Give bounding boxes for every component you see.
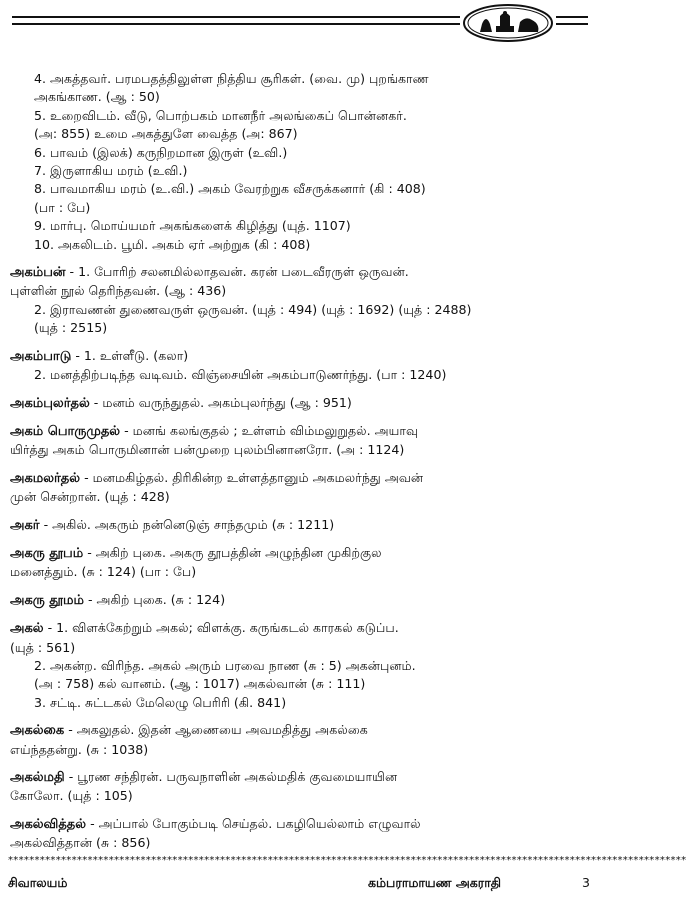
- entry-definition: - மனங் கலங்குதல் ; உள்ளம் விம்மலுறுதல். அயாவு: [124, 422, 419, 438]
- entry-definition: - மனமகிழ்தல். திரிகின்ற உள்ளத்தானும் அகமலர்ந்து அவன்: [84, 469, 424, 485]
- entry-sub-sense: 2. மனத்திற்படிந்த வடிவம். விஞ்சையின் அகம்பாடுணர்ந்து. (பா : 1240): [34, 367, 447, 383]
- entry-headword: அகம் பொருமுதல்: [10, 423, 121, 439]
- dictionary-entry: [10, 263, 590, 338]
- entry-definition: - அகிற் புகை. (சு : 124): [87, 591, 226, 607]
- entry-definition: - அகலுதல். இதன் ஆணையை அவமதித்து அகல்கை: [68, 722, 368, 738]
- entry-definition: - 1. போரிற் சலனமில்லாதவன். கரன் படைவீரருள் ஒருவன்.: [69, 264, 409, 280]
- dictionary-entry: [10, 516, 590, 535]
- entry-headword: அகல்கை: [10, 723, 65, 739]
- continuation-line: (பா : பே): [34, 199, 91, 215]
- entry-headword: அகம்பாடு: [10, 348, 72, 364]
- continuation-line: அகங்காண. (ஆ : 50): [34, 89, 160, 105]
- entry-headword: அகம்புலர்தல்: [10, 395, 90, 411]
- entry-definition-continued: எய்ந்ததன்று. (சு : 1038): [10, 741, 149, 757]
- entry-headword: அகர்: [10, 517, 40, 533]
- entry-headword: அகல்வித்தல்: [10, 816, 87, 832]
- entry-sub-sense: 2. இராவணன் துணைவருள் ஒருவன். (யுத் : 494) (யுத் : 1692) (யுத் : 2488): [34, 301, 472, 317]
- footer-publisher: சிவாலயம்: [8, 875, 68, 890]
- entry-sub-sense: 2. அகன்ற. விரிந்த. அகல் அரும் பரவை நாண (சு : 5) அகன்புனம்.: [34, 657, 416, 673]
- continuation-line: 8. பாவமாகிய மரம் (உ.வி.) அகம் வேரற்றுக வீசருக்கனார் (கி : 408): [34, 181, 426, 197]
- footer-star-rule: ********************************************************************************************************************************: [8, 855, 686, 866]
- continuation-line: 9. மார்பு. மொய்யமர் அகங்களைக் கிழித்து (யுத். 1107): [34, 218, 351, 234]
- entry-definition-continued: மனைத்தும். (சு : 124) (பா : பே): [10, 564, 197, 580]
- entry-definition: - பூரண சந்திரன். பருவநாளின் அகல்மதிக் குவமையாயின: [68, 769, 398, 784]
- entry-headword: அகல்மதி: [10, 770, 65, 785]
- dictionary-entry: [10, 469, 590, 507]
- entry-definition: - 1. உள்ளீடு. (கலா): [75, 347, 189, 363]
- dictionary-entry: [10, 619, 590, 712]
- dictionary-entry: [10, 768, 590, 806]
- header-rule-right: [556, 16, 588, 25]
- dictionary-entry: [10, 394, 590, 413]
- entry-headword: அகம்பன்: [10, 265, 66, 281]
- continuation-line: 6. பாவம் (இலக்) கருநிறமான இருள் (உவி.): [34, 144, 288, 160]
- dictionary-content: [10, 70, 590, 853]
- entry-sub-sense: (அ : 758) கல் வானம். (ஆ : 1017) அகல்வான் (சு : 111): [34, 676, 366, 692]
- continuation-line: (அ: 855) உமை அகத்துளே வைத்த (அ: 867): [34, 126, 298, 142]
- entry-definition: - அகில். அகரும் நன்னெடுஞ் சாந்தமும் (சு : 1211): [43, 516, 335, 532]
- entry-definition-continued: முன் சென்றான். (யுத் : 428): [10, 489, 170, 505]
- entry-definition-continued: கோலோ. (யுத் : 105): [10, 788, 133, 804]
- entry-headword: அகல்: [10, 621, 44, 637]
- dictionary-entry: [10, 591, 590, 610]
- entry-definition-continued: யிர்த்து அகம் பொருமினான் பன்முறை புலம்பினானரோ. (அ : 1124): [10, 442, 405, 458]
- dictionary-entry: [10, 721, 590, 759]
- dictionary-entry: [10, 347, 590, 385]
- page-number: 3: [582, 875, 590, 890]
- entry-definition: - அகிற் புகை. அகரு தூபத்தின் அழுந்தின முகிற்குல: [87, 544, 382, 560]
- entry-definition-continued: (யுத் : 561): [10, 639, 76, 655]
- entry-definition-continued: புள்ளின் நூல் தெரிந்தவன். (ஆ : 436): [10, 283, 227, 299]
- continuation-line: 7. இருளாகிய மரம் (உவி.): [34, 163, 188, 179]
- entry-definition: - அப்பால் போகும்படி செய்தல். பகழியெல்லாம் எழுவால்: [90, 815, 421, 831]
- entry-definition: - மனம் வருந்துதல். அகம்புலர்ந்து (ஆ : 951): [93, 394, 352, 410]
- continuation-line: 10. அகலிடம். பூமி. அகம் ஏர் அற்றுக (கி : 408): [34, 236, 311, 252]
- dictionary-entry: [10, 544, 590, 582]
- continuation-line: 4. அகத்தவர். பரமபதத்திலுள்ள நித்திய சூரிகள். (வை. மு) புறங்காண: [34, 71, 429, 86]
- footer-book-title: கம்பராமாயண அகராதி: [368, 875, 502, 890]
- dictionary-entry: [10, 422, 590, 460]
- entry-sub-sense: (யுத் : 2515): [34, 320, 108, 336]
- entry-sub-sense: 3. சட்டி. சுட்டகல் மேலெழு பெரிரி (கி. 841): [34, 694, 287, 710]
- entry-headword: அகரு தூமம்: [10, 592, 84, 608]
- entry-headword: அகமலர்தல்: [10, 470, 81, 486]
- temple-logo-icon: [462, 2, 554, 42]
- continuation-line: 5. உறைவிடம். வீடு, பொற்பகம் மானநீர் அலங்கைப் பொன்னகர்.: [34, 107, 407, 123]
- entry-definition-continued: அகல்வித்தான் (சு : 856): [10, 835, 151, 851]
- dictionary-entry: [10, 815, 590, 853]
- entry-definition: - 1. விளக்கேற்றும் அகல்; விளக்கு. கருங்கடல் காரகல் கடுப்ப.: [47, 620, 399, 636]
- header-rule: [12, 16, 460, 25]
- entry-headword: அகரு தூபம்: [10, 545, 84, 561]
